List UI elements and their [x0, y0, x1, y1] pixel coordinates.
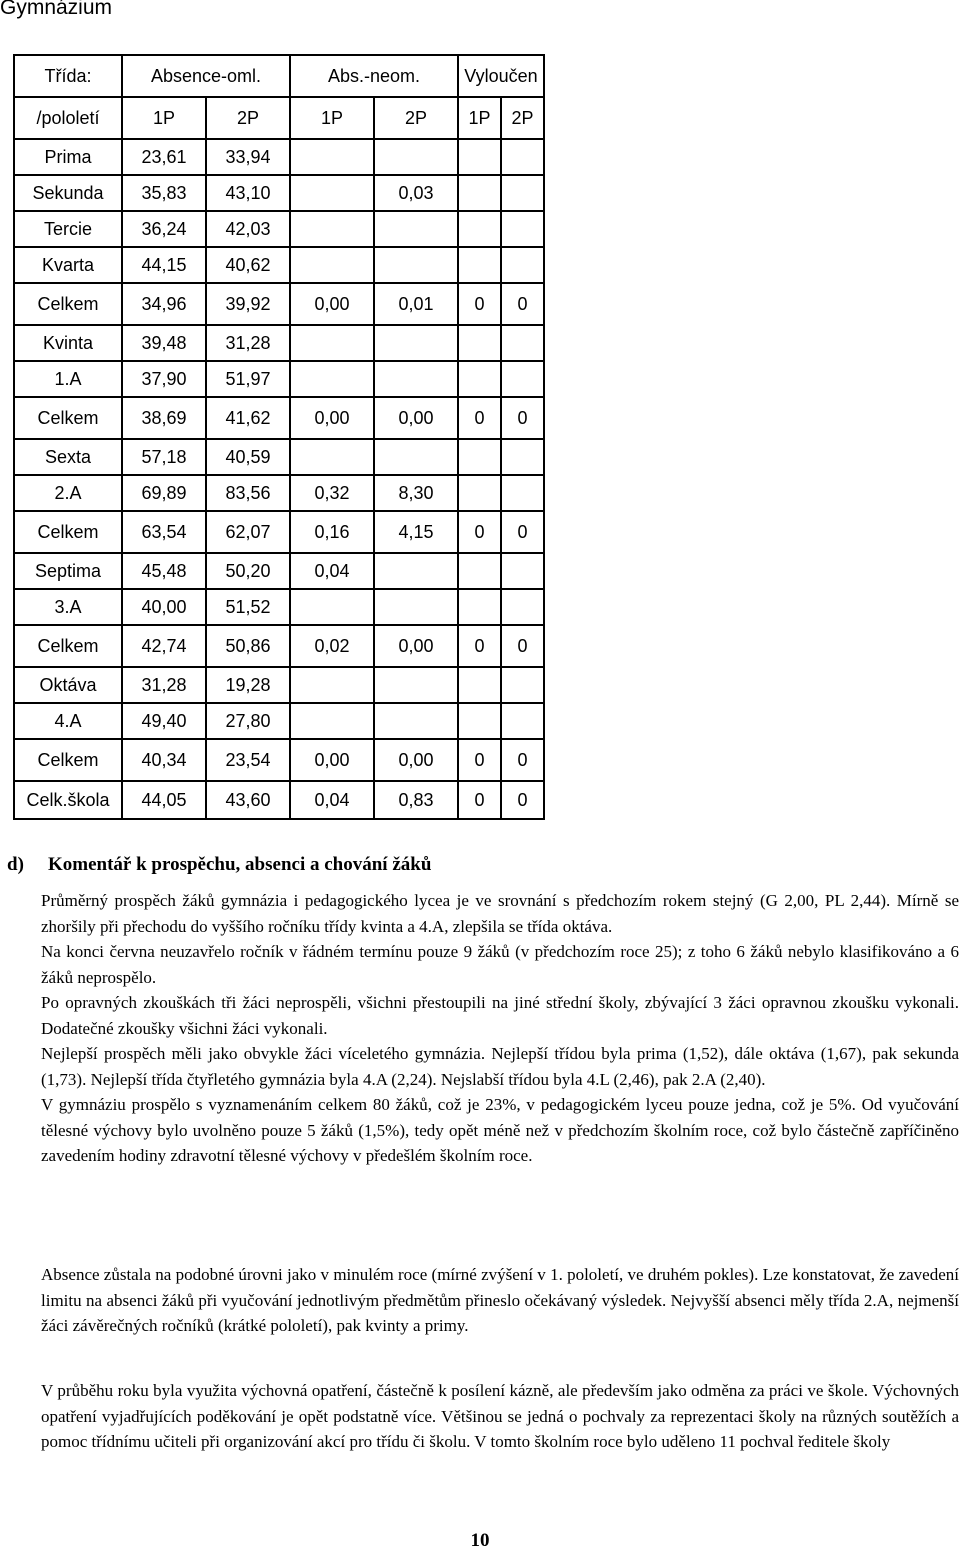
table-cell: 0,16: [290, 511, 374, 553]
table-cell: 39,92: [206, 283, 290, 325]
table-cell: [290, 325, 374, 361]
row-label: Celk.škola: [14, 781, 122, 819]
table-cell: [458, 325, 501, 361]
table-cell: 0: [458, 739, 501, 781]
table-cell: 50,86: [206, 625, 290, 667]
table-header-cell: 2P: [206, 97, 290, 139]
absence-table: [13, 54, 545, 820]
table-cell: 0: [458, 781, 501, 819]
table-row: [14, 247, 544, 283]
table-header-cell: 2P: [501, 97, 544, 139]
table-row: [14, 553, 544, 589]
table-cell: 0,00: [374, 397, 458, 439]
table-cell: [501, 175, 544, 211]
table-cell: 51,52: [206, 589, 290, 625]
table-row: [14, 139, 544, 175]
table-cell: [458, 667, 501, 703]
table-cell: 19,28: [206, 667, 290, 703]
table-cell: 62,07: [206, 511, 290, 553]
table-cell: 0: [458, 397, 501, 439]
table-cell: 31,28: [206, 325, 290, 361]
section-title: Komentář k prospěchu, absenci a chování žáků: [48, 854, 432, 875]
table-cell: [501, 475, 544, 511]
table-cell: 33,94: [206, 139, 290, 175]
table-cell: 0: [458, 625, 501, 667]
paragraph: Nejlepší prospěch měli jako obvykle žáci víceletého gymnázia. Nejlepší třídou byla prima (1,52), dále oktáva (1,67), pak sekunda (1,73). Nejlepší třída čtyřletého gymnázia byla 4.A (2,24). Nejslabší třídou byla 4.L (2,46), pak 2.A (2,40).: [41, 1044, 959, 1089]
section-letter: d): [7, 854, 24, 875]
table-cell: [458, 703, 501, 739]
table-cell: 0,01: [374, 283, 458, 325]
table-cell: 0: [501, 511, 544, 553]
page-number: 10: [470, 1530, 490, 1551]
table-cell: 8,30: [374, 475, 458, 511]
table-row: [14, 325, 544, 361]
table-cell: 38,69: [122, 397, 206, 439]
table-cell: [501, 553, 544, 589]
table-header-cell: Absence-oml.: [122, 55, 290, 97]
table-header-cell: Abs.-neom.: [290, 55, 458, 97]
table-row: [14, 739, 544, 781]
table-header-cell: Vyloučen: [458, 55, 544, 97]
table-cell: 0,00: [290, 397, 374, 439]
table-cell: 0,03: [374, 175, 458, 211]
table-cell: 0,02: [290, 625, 374, 667]
table-cell: [458, 361, 501, 397]
table-cell: 31,28: [122, 667, 206, 703]
row-label: Celkem: [14, 283, 122, 325]
table-row: [14, 439, 544, 475]
table-cell: 0,00: [290, 739, 374, 781]
table-cell: 0: [458, 283, 501, 325]
table-cell: 0,00: [374, 739, 458, 781]
paragraph: Absence zůstala na podobné úrovni jako v minulém roce (mírné zvýšení v 1. pololetí, ve druhém pokles). Lze konstatovat, že zavedení limitu na absenci žáků při vyučování jednotlivým předmětům přineslo očekávaný výsledek. Nejvyšší absenci měly třída 2.A, nejmenší žáci závěrečných ročníků (krátké pololetí), pak kvinty a primy.: [41, 1265, 959, 1335]
table-row: [14, 703, 544, 739]
table-cell: [374, 139, 458, 175]
table-cell: [374, 247, 458, 283]
table-cell: 42,03: [206, 211, 290, 247]
table-row: [14, 511, 544, 553]
row-label: 1.A: [14, 361, 122, 397]
table-cell: 0: [458, 511, 501, 553]
table-cell: [501, 589, 544, 625]
table-cell: [290, 439, 374, 475]
paragraph: Na konci června neuzavřelo ročník v řádném termínu pouze 9 žáků (v předchozím roce 25); z toho 6 žáků nebylo klasifikováno a 6 žáků neprospělo.: [41, 942, 959, 987]
table-cell: [290, 589, 374, 625]
table-cell: [290, 247, 374, 283]
table-cell: 49,40: [122, 703, 206, 739]
table-header-cell: /pololetí: [14, 97, 122, 139]
table-cell: 63,54: [122, 511, 206, 553]
table-cell: [374, 553, 458, 589]
paragraph: V gymnáziu prospělo s vyznamenáním celkem 80 žáků, což je 23%, v pedagogickém lyceu pouze jedna, což je 5%. Od vyučování tělesné výchovy bylo uvolněno pouze 5 žáků (1,5%), tedy opět méně než v předchozím školním roce, což bylo částečně zapříčiněno zavedením hodiny zdravotní tělesné výchovy v předešlém školním roce.: [41, 1095, 959, 1165]
table-cell: 37,90: [122, 361, 206, 397]
table-cell: [458, 247, 501, 283]
table-cell: 40,34: [122, 739, 206, 781]
row-label: Celkem: [14, 739, 122, 781]
table-cell: [501, 703, 544, 739]
table-row: [14, 211, 544, 247]
table-header-cell: 1P: [290, 97, 374, 139]
document-heading: Gymnázium: [0, 0, 113, 19]
comment-block-1: [41, 888, 959, 1169]
table-cell: 36,24: [122, 211, 206, 247]
table-cell: [374, 325, 458, 361]
table-cell: [458, 139, 501, 175]
row-label: 2.A: [14, 475, 122, 511]
table-cell: [458, 589, 501, 625]
table-cell: 0: [501, 625, 544, 667]
table-cell: [290, 139, 374, 175]
table-cell: 39,48: [122, 325, 206, 361]
table-cell: 50,20: [206, 553, 290, 589]
comment-block-2: [41, 1262, 959, 1339]
table-cell: [458, 475, 501, 511]
table-cell: [458, 439, 501, 475]
table-cell: 0: [501, 739, 544, 781]
paragraph: V průběhu roku byla využita výchovná opatření, částečně k posílení kázně, ale především jako odměna za práci ve škole. Výchovných opatření vyjadřujících poděkování je opět podstatně více. Většinou se jedná o pochvaly za reprezentaci školy na různých soutěžích a pomoc třídnímu učiteli při organizování akcí pro třídu či školu. V tomto školním roce bylo uděleno 11 pochval ředitele školy: [41, 1381, 959, 1451]
table-cell: [374, 667, 458, 703]
table-row: [14, 781, 544, 819]
table-cell: [374, 439, 458, 475]
table-cell: [458, 211, 501, 247]
table-row: [14, 667, 544, 703]
table-cell: 0,04: [290, 781, 374, 819]
table-cell: [501, 211, 544, 247]
table-cell: 40,62: [206, 247, 290, 283]
table-cell: 0,83: [374, 781, 458, 819]
table-cell: [374, 211, 458, 247]
table-cell: 42,74: [122, 625, 206, 667]
row-label: Kvinta: [14, 325, 122, 361]
table-cell: [501, 247, 544, 283]
table-cell: 43,60: [206, 781, 290, 819]
table-row: [14, 475, 544, 511]
table-cell: 44,15: [122, 247, 206, 283]
table-cell: 0: [501, 781, 544, 819]
table-cell: [290, 211, 374, 247]
row-label: Sekunda: [14, 175, 122, 211]
table-cell: [290, 175, 374, 211]
table-header-cell: 2P: [374, 97, 458, 139]
table-header-row: [14, 55, 544, 97]
table-cell: [501, 439, 544, 475]
table-cell: 57,18: [122, 439, 206, 475]
row-label: Kvarta: [14, 247, 122, 283]
table-row: [14, 361, 544, 397]
table-row: [14, 589, 544, 625]
table-cell: [501, 361, 544, 397]
table-cell: 40,00: [122, 589, 206, 625]
table-cell: 83,56: [206, 475, 290, 511]
row-label: Celkem: [14, 625, 122, 667]
table-cell: 0,04: [290, 553, 374, 589]
table-row: [14, 175, 544, 211]
table-cell: [458, 175, 501, 211]
table-cell: [374, 703, 458, 739]
table-cell: 0,00: [290, 283, 374, 325]
table-cell: [501, 667, 544, 703]
table-cell: [501, 139, 544, 175]
table-cell: 43,10: [206, 175, 290, 211]
row-label: Septima: [14, 553, 122, 589]
section-heading: [7, 854, 431, 876]
table-cell: 51,97: [206, 361, 290, 397]
table-row: [14, 625, 544, 667]
table-cell: [290, 361, 374, 397]
table-cell: 45,48: [122, 553, 206, 589]
comment-block-3: [41, 1378, 959, 1455]
row-label: Tercie: [14, 211, 122, 247]
table-cell: 0,32: [290, 475, 374, 511]
table-row: [14, 397, 544, 439]
table-cell: [501, 325, 544, 361]
table-cell: 44,05: [122, 781, 206, 819]
row-label: Sexta: [14, 439, 122, 475]
table-cell: 41,62: [206, 397, 290, 439]
table-cell: 23,61: [122, 139, 206, 175]
row-label: Oktáva: [14, 667, 122, 703]
table-body: [14, 139, 544, 819]
table-header-cell: 1P: [458, 97, 501, 139]
row-label: 3.A: [14, 589, 122, 625]
row-label: 4.A: [14, 703, 122, 739]
table-subheader-row: [14, 97, 544, 139]
table-header-cell: Třída:: [14, 55, 122, 97]
table-cell: [290, 667, 374, 703]
table-cell: 0: [501, 283, 544, 325]
table-cell: 4,15: [374, 511, 458, 553]
paragraph: Po opravných zkouškách tři žáci neprospěli, všichni přestoupili na jiné střední školy, zbývající 3 žáci opravnou zkoušku vykonali. Dodatečné zkoušky všichni žáci vykonali.: [41, 993, 959, 1038]
table-cell: [458, 553, 501, 589]
table-cell: [374, 361, 458, 397]
row-label: Celkem: [14, 397, 122, 439]
table-cell: 23,54: [206, 739, 290, 781]
table-cell: 0: [501, 397, 544, 439]
row-label: Celkem: [14, 511, 122, 553]
table-cell: 35,83: [122, 175, 206, 211]
paragraph: Průměrný prospěch žáků gymnázia i pedagogického lycea je ve srovnání s předchozím rokem stejný (G 2,00, PL 2,44). Mírně se zhoršily při přechodu do vyššího ročníku třídy kvinta a 4.A, zlepšila se třída oktáva.: [41, 891, 959, 936]
table-row: [14, 283, 544, 325]
table-cell: 34,96: [122, 283, 206, 325]
table-cell: 69,89: [122, 475, 206, 511]
table-cell: 40,59: [206, 439, 290, 475]
table-cell: 0,00: [374, 625, 458, 667]
table-header-cell: 1P: [122, 97, 206, 139]
table-cell: [290, 703, 374, 739]
table-cell: [374, 589, 458, 625]
table-cell: 27,80: [206, 703, 290, 739]
row-label: Prima: [14, 139, 122, 175]
